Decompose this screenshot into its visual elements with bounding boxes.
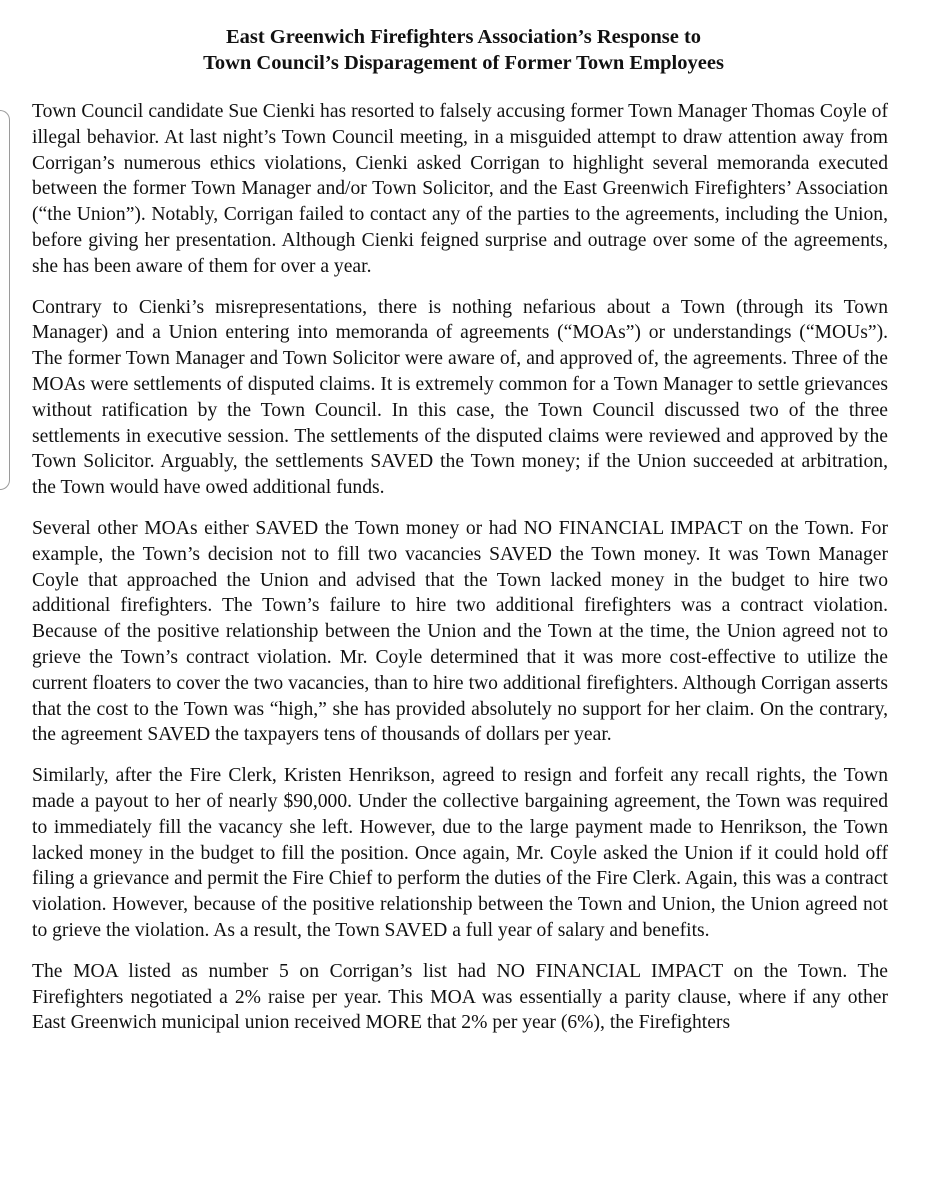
- paragraph-5: The MOA listed as number 5 on Corrigan’s list had NO FINANCIAL IMPACT on the Town. The Firefighters negotiated a 2% raise per year. This MOA was essentially a parity clause, where if any other East Greenwich municipal union received MORE that 2% per year (6%), the Firefighters: [32, 960, 888, 1034]
- document-title-line-2: Town Council’s Disparagement of Former Town Employees: [203, 52, 724, 74]
- paragraph-1: Town Council candidate Sue Cienki has resorted to falsely accusing former Town Manager Thomas Coyle of illegal behavior. At last night’s Town Council meeting, in a misguided attempt to draw attention away from Corrigan’s numerous ethics violations, Cienki asked Corrigan to highlight several memoranda executed between the former Town Manager and/or Town Solicitor, and the East Greenwich Firefighters’ Association (“the Union”). Notably, Corrigan failed to contact any of the parties to the agreements, including the Union, before giving her presentation. Although Cienki feigned surprise and outrage over some of the agreements, she has been aware of them for over a year.: [32, 101, 888, 277]
- document-body: [32, 99, 888, 1051]
- paragraph-4: Similarly, after the Fire Clerk, Kristen Henrikson, agreed to resign and forfeit any recall rights, the Town made a payout to her of nearly $90,000. Under the collective bargaining agreement, the Town was required to immediately fill the vacancy she left. However, due to the large payment made to Henrikson, the Town lacked money in the budget to fill the position. Once again, Mr. Coyle asked the Union if it could hold off filing a grievance and permit the Fire Chief to perform the duties of the Fire Clerk. Again, this was a contract violation. However, because of the positive relationship between the Town and Union, the Union agreed not to grieve the violation. As a result, the Town SAVED a full year of salary and benefits.: [32, 765, 888, 941]
- document-title-line-1: East Greenwich Firefighters Association’s Response to: [225, 26, 702, 48]
- scroll-edge-indicator: [0, 110, 10, 490]
- paragraph-3: Several other MOAs either SAVED the Town money or had NO FINANCIAL IMPACT on the Town. For example, the Town’s decision not to fill two vacancies SAVED the Town money. It was Town Manager Coyle that approached the Union and advised that the Town lacked money in the budget to hire two additional firefighters. The Town’s failure to hire two additional firefighters was a contract violation. Because of the positive relationship between the Union and the Town at the time, the Union agreed not to grieve the Town’s contract violation. Mr. Coyle determined that it was more cost-effective to utilize the current floaters to cover the two vacancies, than to hire two additional firefighters. Although Corrigan asserts that the cost to the Town was “high,” she has provided absolutely no support for her claim. On the contrary, the agreement SAVED the taxpayers tens of thousands of dollars per year.: [32, 517, 888, 746]
- paragraph-2: Contrary to Cienki’s misrepresentations, there is nothing nefarious about a Town (through its Town Manager) and a Union entering into memoranda of agreements (“MOAs”) or understandings (“MOUs”). The former Town Manager and Town Solicitor were aware of, and approved of, the agreements. Three of the MOAs were settlements of disputed claims. It is extremely common for a Town Manager to settle grievances without ratification by the Town Council. In this case, the Town Council discussed two of the three settlements in executive session. The settlements of the disputed claims were reviewed and approved by the Town Solicitor. Arguably, the settlements SAVED the Town money; if the Union succeeded at arbitration, the Town would have owed additional funds.: [32, 296, 888, 499]
- document-title: [0, 24, 927, 76]
